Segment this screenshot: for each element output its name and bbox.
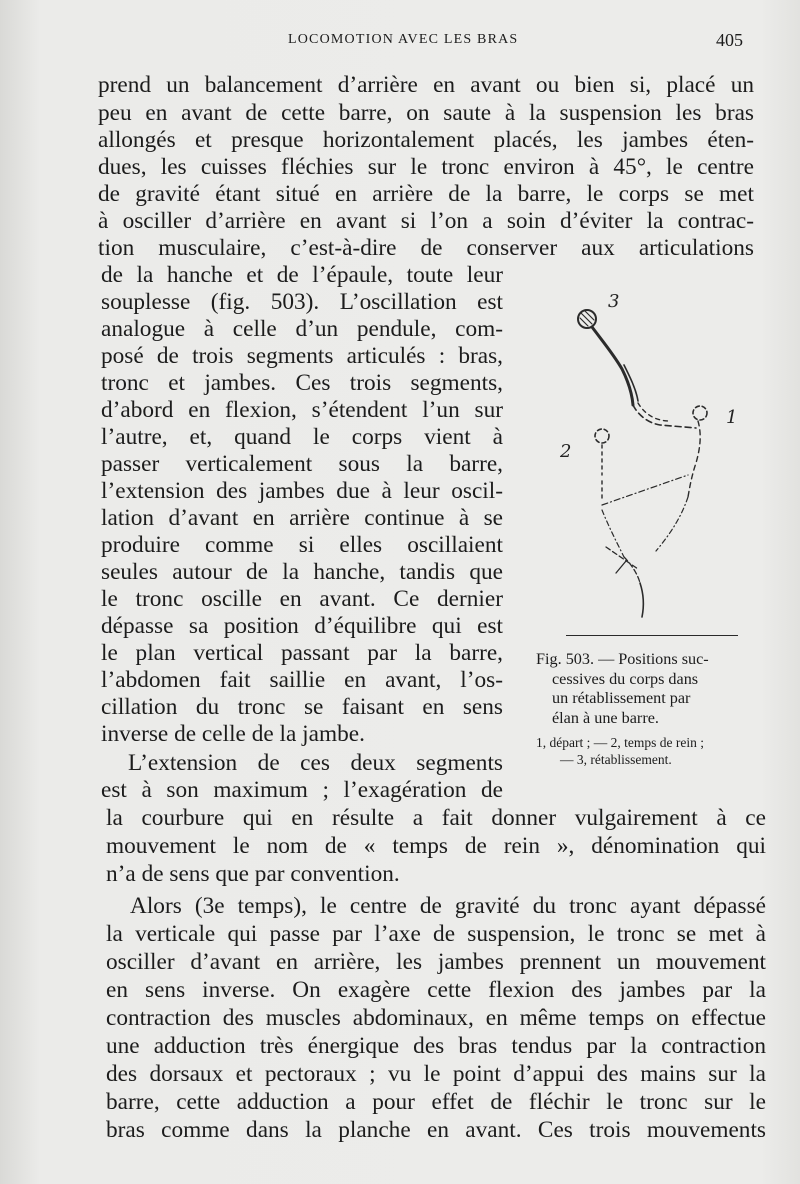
text-line: Alors (3e temps), le centre de gravité du tronc ayant dépassé (130, 893, 766, 919)
text-line: tronc et jambes. Ces trois segments, (101, 370, 503, 396)
text-line: seules autour de la hanche, tandis que (101, 559, 503, 585)
text-line: une adduction très énergique des bras tendus par la contraction (106, 1033, 766, 1059)
caption-rule (566, 635, 738, 636)
legend-line: — 3, rétablissement. (560, 752, 672, 767)
caption-line: Fig. 503. — Positions suc- (536, 650, 709, 668)
text-line: dues, les cuisses fléchies sur le tronc environ à 45°, le centre (98, 154, 754, 180)
text-line: à osciller d’arrière en avant si l’on a soin d’éviter la contrac- (98, 208, 754, 234)
figure-caption (520, 650, 770, 768)
head-position-1 (693, 406, 707, 420)
text-line: la verticale qui passe par l’axe de suspension, le tronc se met à (106, 921, 766, 947)
caption-line: un rétablissement par (552, 689, 691, 707)
text-line: lation d’avant en arrière continue à se (101, 505, 503, 531)
caption-line: cessives du corps dans (552, 669, 699, 688)
page-number: 405 (716, 30, 743, 50)
text-line: de gravité étant situé en arrière de la barre, le corps se met (98, 181, 754, 207)
figure-503 (520, 285, 770, 645)
text-line: est à son maximum ; l’exagération de (101, 777, 503, 803)
head-position-2 (595, 429, 609, 443)
text-line: inverse de celle de la jambe. (101, 721, 365, 747)
text-line: posé de trois segments articulés : bras, (101, 343, 503, 369)
text-line: cillation du tronc se faisant en sens (101, 694, 503, 720)
text-line: osciller d’avant en arrière, les jambes prennent un mouvement (106, 949, 766, 975)
body-position-3 (592, 327, 633, 405)
text-line: l’abdomen fait saillie en avant, l’os- (101, 667, 503, 693)
text-line: l’extension des jambes due à leur oscil- (101, 478, 503, 504)
running-head (0, 32, 800, 54)
text-line: allongés et presque horizontalement placés, les jambes éten- (98, 127, 754, 153)
text-line: peu en avant de cette barre, on saute à la suspension les bras (98, 100, 754, 126)
text-line: de la hanche et de l’épaule, toute leur (101, 262, 503, 288)
gymnast-positions-drawing (520, 285, 770, 645)
text-line: passer verticalement sous la barre, (101, 451, 503, 477)
text-line: des dorsaux et pectoraux ; vu le point d’appui des mains sur la (106, 1061, 766, 1087)
figure-label-3: 3 (608, 291, 620, 312)
legend-line: 1, départ ; — 2, temps de rein ; (536, 735, 704, 750)
text-line: n’a de sens que par convention. (106, 861, 400, 887)
text-line: mouvement le nom de « temps de rein », dénomination qui (106, 833, 766, 859)
text-line: analogue à celle d’un pendule, com- (101, 316, 503, 342)
caption-line: élan à une barre. (552, 708, 659, 727)
running-title: LOCOMOTION AVEC LES BRAS (288, 32, 519, 47)
text-line: le plan vertical passant par la barre, (101, 640, 503, 666)
text-line: bras comme dans la planche en avant. Ces trois mouvements (106, 1117, 766, 1143)
text-line: tion musculaire, c’est-à-dire de conserver aux articulations (98, 235, 754, 261)
text-line: l’autre, et, quand le corps vient à (101, 424, 503, 450)
text-line: souplesse (fig. 503). L’oscillation est (101, 289, 503, 315)
text-line: la courbure qui en résulte a fait donner vulgairement à ce (106, 805, 766, 831)
text-line: en sens inverse. On exagère cette flexion des jambes par la (106, 977, 766, 1003)
text-line: le tronc oscille en avant. Ce dernier (101, 586, 503, 612)
text-line: prend un balancement d’arrière en avant ou bien si, placé un (98, 72, 754, 98)
text-line: dépasse sa position d’équilibre qui est (101, 613, 503, 639)
figure-label-2: 2 (560, 441, 572, 462)
text-line: contraction des muscles abdominaux, en même temps on effectue (106, 1005, 766, 1031)
text-line: produire comme si elles oscillaient (101, 532, 503, 558)
text-line: L’extension de ces deux segments (128, 750, 503, 776)
figure-label-1: 1 (726, 407, 738, 428)
text-line: d’abord en flexion, s’étendent l’un sur (101, 397, 503, 423)
text-line: barre, cette adduction a pour effet de fléchir le tronc sur le (106, 1089, 766, 1115)
